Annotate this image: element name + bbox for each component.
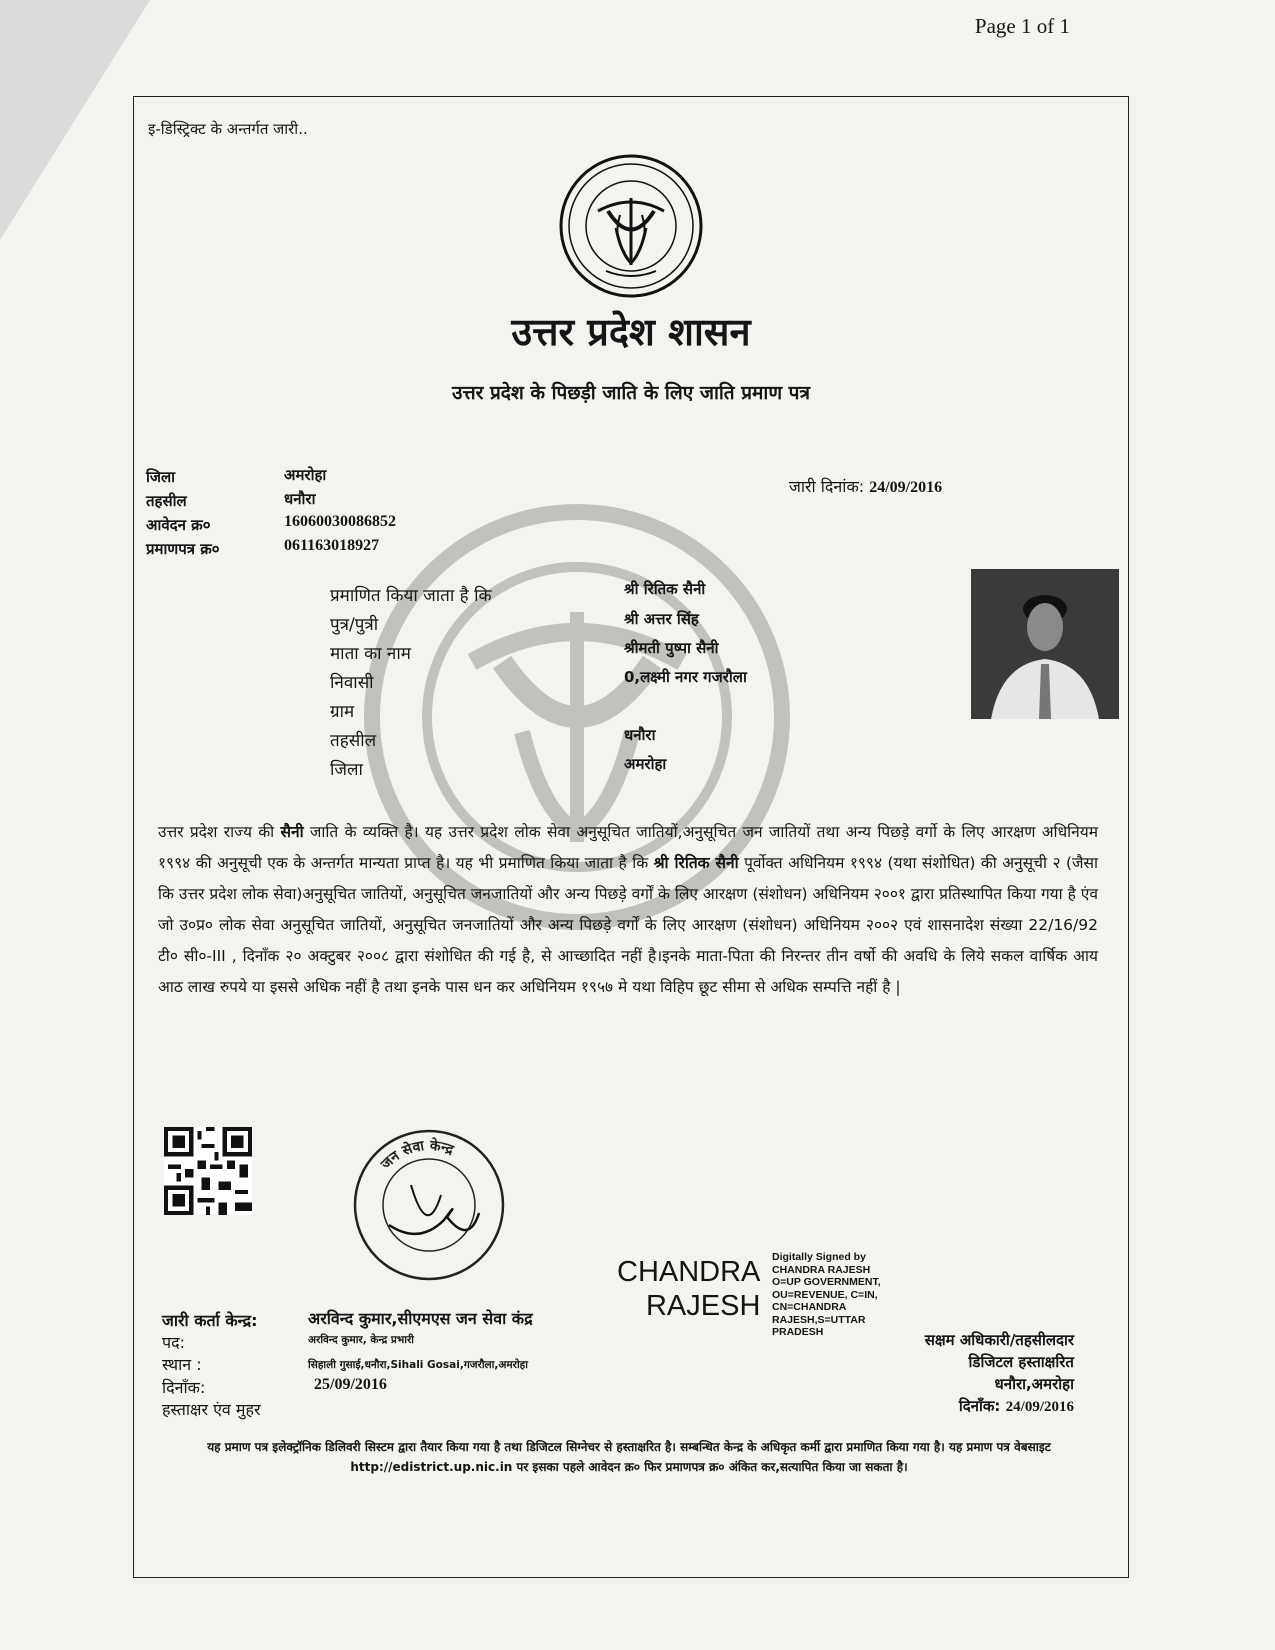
tehsil-label: तहसील	[146, 492, 187, 510]
certificate-number-label: प्रमाणपत्र क्र०	[146, 540, 220, 558]
page-fold-shadow	[0, 0, 150, 240]
signature-name-line-1: CHANDRA	[617, 1256, 761, 1288]
certificate-subtitle: उत्तर प्रदेश के पिछड़ी जाति के लिए जाति प्रमाण पत्र	[452, 382, 810, 404]
details-district-value: अमरोहा	[624, 755, 667, 773]
issue-date	[789, 475, 942, 497]
place-label: स्थान :	[162, 1355, 202, 1374]
authority-block	[864, 1329, 1074, 1418]
authority-date	[864, 1395, 1074, 1418]
details-tehsil-value: धनौरा	[624, 726, 656, 744]
page-number: Page 1 of 1	[974, 14, 1070, 38]
jan-seva-kendra-stamp	[349, 1125, 509, 1285]
stamp-text: जन सेवा केन्द्र	[377, 1137, 456, 1173]
resident-value: 0,लक्ष्मी नगर गजरौला	[624, 668, 747, 686]
qr-code[interactable]	[164, 1127, 252, 1215]
certified-label: प्रमाणित किया जाता है कि	[330, 586, 492, 606]
issuer-date-value: 25/09/2016	[314, 1376, 387, 1393]
post-value: अरविन्द कुमार, केन्द्र प्रभारी	[308, 1334, 414, 1346]
issue-date-label: जारी दिनांक:	[789, 477, 865, 496]
district-label: जिला	[146, 468, 176, 486]
authority-date-value: 24/09/2016	[1005, 1399, 1074, 1415]
district-value: अमरोहा	[284, 468, 327, 484]
details-district-label: जिला	[330, 760, 363, 780]
details-tehsil-label: तहसील	[330, 731, 377, 751]
body-text-part-2: जाति के व्यक्ति है। यह उत्तर प्रदेश लोक सेवा अनुसूचित जातियों,अनुसूचित जन जातियों तथा अन्य पिछड़े वर्गो के लिए आरक्षण अधिनियम १९९४ की अनुसूची एक के अन्तर्गत मान्यता प्राप्त है। यह भी प्रमाणित किया जाता है कि	[158, 823, 1098, 872]
certificate-document	[133, 96, 1129, 1578]
caste-name: सैनी	[280, 823, 304, 841]
issued-under-note: इ-डिस्ट्रिक्ट के अन्तर्गत जारी..	[148, 120, 308, 138]
certificate-body-paragraph	[158, 817, 1098, 1003]
place-value: सिहाली गुसाई,धनौरा,Sihali Gosai,गजरौला,अमरोहा	[308, 1359, 528, 1371]
certificate-number-value: 061163018927	[284, 537, 380, 554]
authority-date-label: दिनाँक:	[958, 1397, 1001, 1415]
signature-name-line-2: RAJESH	[645, 1290, 761, 1322]
authority-line-2: डिजिटल हस्ताक्षरित	[968, 1353, 1074, 1371]
signature-and-seal-label: हस्ताक्षर एंव मुहर	[162, 1400, 261, 1419]
certified-value: श्री रितिक सैनी	[624, 580, 706, 598]
mother-name-value: श्रीमती पुष्पा सैनी	[624, 639, 719, 657]
applicant-name-inline: श्री रितिक सैनी	[653, 854, 739, 872]
applicant-photo	[971, 569, 1119, 719]
village-label: ग्राम	[330, 702, 355, 722]
post-label: पद:	[162, 1333, 185, 1352]
issuer-date-label: दिनाँक:	[162, 1378, 206, 1397]
authority-line-1: सक्षम अधिकारी/तहसीलदार	[924, 1331, 1074, 1349]
issue-date-value: 24/09/2016	[869, 479, 943, 496]
digital-signature-name	[617, 1255, 760, 1323]
issuing-center-label: जारी कर्ता केन्द्र:	[162, 1311, 258, 1330]
issuing-center-value: अरविन्द कुमार,सीएमएस जन सेवा कंद्र	[308, 1309, 533, 1328]
digital-signature-details: Digitally Signed by CHANDRA RAJESH O=UP GOVERNMENT, OU=REVENUE, C=IN, CN=CHANDRA RAJESH,S=UTTAR PRADESH	[772, 1251, 881, 1338]
father-name-value: श्री अत्तर सिंह	[624, 610, 699, 628]
son-of-label: पुत्र/पुत्री	[330, 615, 379, 635]
mother-name-label: माता का नाम	[330, 644, 411, 664]
application-number-label: आवेदन क्र०	[146, 516, 211, 534]
resident-label: निवासी	[330, 673, 374, 693]
tehsil-value: धनौरा	[284, 492, 316, 508]
government-title: उत्तर प्रदेश शासन	[511, 310, 751, 354]
application-number-value: 16060030086852	[284, 513, 396, 530]
verification-footer-note: यह प्रमाण पत्र इलेक्ट्रॉनिक डिलिवरी सिस्टम द्वारा तैयार किया गया है तथा डिजिटल सिग्नेचर से हस्ताक्षरित है। सम्बन्धित केन्द्र के अधिकृत कर्मी द्वारा प्रमाणित किया गया है। यह प्रमाण पत्र वेबसाइट http://edistrict.up.nic.in पर इसका पहले आवेदन क्र० फिर प्रमाणपत्र क्र० अंकित कर,सत्यापित किया जा सकता है।	[207, 1440, 1051, 1474]
up-emblem-icon	[558, 153, 704, 299]
authority-line-3: धनौरा,अमरोहा	[994, 1375, 1074, 1393]
body-text-part-3: पूर्वोक्त अधिनियम १९९४ (यथा संशोधित) की अनुसूची २ (जैसा कि उत्तर प्रदेश लोक सेवा)अनुसूचित जातियों, अनुसूचित जनजातियों और अन्य पिछड़े वर्गों के लिए आरक्षण (संशोधन) अधिनियम २००१ द्वारा प्रतिस्थापित किया गया है एंव जो उ०प्र० लोक सेवा अनुसूचित जातियों, अनुसूचित जनजातियों और अन्य पिछड़े वर्गों के लिए आरक्षण (संशोधन) अधिनियम २००२ एवं शासनादेश संख्या 22/16/92 टी० सी०-III , दिनाँक २० अक्टुबर २००८ द्वारा संशोधित की गई है, से आच्छादित नहीं है।इनके माता-पिता की निरन्तर तीन वर्षो की अवधि के लिये सकल वार्षिक आय आठ लाख रुपये या इससे अधिक नहीं है तथा इनके पास धन कर अधिनियम १९५७ मे यथा विहिप छूट सीमा से अधिक सम्पत्ति नहीं है |	[158, 854, 1098, 996]
body-text-part-1: उत्तर प्रदेश राज्य की	[158, 823, 281, 841]
